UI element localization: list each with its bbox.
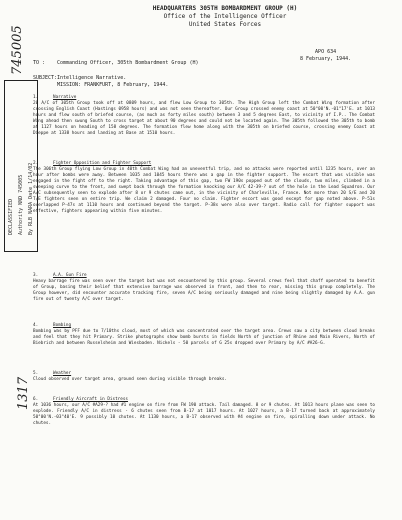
section-number: 4. (33, 323, 39, 328)
letterhead-line-1: HEADQUARTERS 305TH BOMBARDMENT GROUP (H) (152, 5, 298, 12)
section-number: 5. (33, 371, 39, 376)
section-bombing (33, 323, 375, 365)
stamp-line-1: DECLASSIFIED (8, 198, 14, 235)
subject-mission: MISSION: FRANKFURT, 8 February, 1944. (57, 82, 169, 88)
section-text: The 306th Group flying Low Group in 40th Combat Wing had an uneventful trip, and no attacks were reported until 1235 hours, over an hour after bombs were away. Between 1035 and 1045 hours there was a gap in the fighter support. The escort that was visible was engaged in the fight off to the right. Taking advantage of this gap, two FW 190s popped out of the clouds, two miles, climbed in a sweeping curve to the front, and swept back through the formation knocking our A/C 42-39-? out of the hole in the Lead Squadron. Our A/C subsequently seen to explode after 8 or 9 chutes came out, in the vicinity of Charleville, France. Not more than 20 S/E and 20 T/E fighters seen on entire trip. We claim 2 damaged. Four no claim. Fighter escort was good except for gap noted above. P-51s overlapped P-47s at 1110 hours and continued beyond the target. P-38s were also over target. Radio call for fighter support was effective, fighters appearing within five minutes. (33, 167, 375, 214)
section-number: 3. (33, 273, 39, 278)
section-text: Cloud observed over target area, ground seen during visible through breaks. (33, 377, 228, 382)
section-number: 1. (33, 95, 39, 100)
section-title: Friendly Aircraft in Distress (53, 397, 129, 402)
subject-label: SUBJECT: (33, 75, 58, 81)
subject-value: Intelligence Narrative. (57, 75, 127, 81)
handwritten-top-number: 745005 (10, 25, 25, 75)
section-title: Bombing (53, 323, 72, 328)
section-fighter-opposition (33, 161, 375, 267)
section-title: Fighter Opposition and Fighter Support (53, 161, 152, 166)
to-value: Commanding Officer, 305th Bombardment Group (H) (57, 60, 199, 66)
section-title: A.A. Gun Fire (53, 273, 87, 278)
section-text: 20 A/C of 305th Group took off at 0809 hours, and flew Low Group to 305th. The High Group left the Combat Wing formation after crossing English Coast (Hastings 0958 hours) and was not seen thereafter. Our Group crossed enemy coast at 50°00'N.-01°17'E. at 1013 hours and flew south of briefed course, (as much as forty miles south) between 3 and 5 degrees East, to vicinity of I.P.. The Combat Wing ahead then swung South to cross target at about 90 degrees and could not be located again. The 305th followed the 305th to bomb at 1127 hours on heading of 158 degrees. The formation flew home along with the 305th on briefed course, crossing enemy Coast at Dieppe at 1338 hours and landing at Base at 1510 hours. (33, 101, 375, 136)
address-block (33, 60, 373, 89)
section-number: 6. (33, 397, 39, 402)
stamp-line-2: Authority NND 745005 (18, 174, 24, 235)
document-date: 8 February, 1944. (300, 56, 352, 62)
letterhead (110, 5, 340, 29)
section-title: Weather (53, 371, 72, 376)
section-text: At 1036 hours, our A/C #A29-? had #1 engine on fire from FW 190 attack. Tail damaged. 8 or 9 chutes. At 1013 hours plane was seen to explode. Friendly A/C in distress - 6 chutes seen from B-17 at 1017 hours. At 1027 hours, a B-17 turned back at approximately 50°00'N.-03°40'E. 9 possibly 10 chutes. At 1130 hours, a B-17 observed with #4 engine on fire, spiralling down under attack. No chutes. (33, 403, 375, 426)
letterhead-line-2: Office of the Intelligence Officer (163, 13, 287, 20)
to-row (33, 60, 373, 67)
section-number: 2. (33, 161, 39, 166)
handwritten-bottom-number: 1317 (16, 376, 31, 410)
section-friendly-aircraft (33, 397, 375, 517)
section-narrative (33, 95, 375, 157)
section-text: Heavy barrage fire was seen over the target but was not encountered by this group. Several crews feel that chaff operated to benefit of Group, basing their belief that extensive barrage was observed in front, and then to rear, missing this group completely. The Group however, did encounter accurate tracking fire, seven A/C being seriously damaged and nine being slightly damaged by A.A. gun fire out of twenty A/C over target. (33, 279, 375, 302)
letterhead-line-3: United States Forces (188, 21, 262, 28)
stamp-line-3: By RLB NARA Date 1/14/02 (28, 162, 34, 235)
section-weather (33, 371, 375, 391)
subject-row (33, 75, 373, 82)
section-aa-gun-fire (33, 273, 375, 317)
section-title: Narrative (53, 95, 77, 100)
subject-sub-row (33, 82, 373, 89)
apo-number: APO 634 (315, 49, 337, 55)
section-text: Bombing was by PFF due to 7/10ths cloud, most of which was concentrated over the target area. Crews saw a city between cloud breaks and feel that they hit Primary. Strike photographs show bomb bursts in fields North of junction of Rhine and Main Rivers, North of Biebrich and between Russelsheim and Wiesbaden. Nickels - 50 parcels of G 25s dropped over Primary by A/C #A26-G. (33, 329, 375, 346)
to-label: TO : (33, 60, 46, 66)
